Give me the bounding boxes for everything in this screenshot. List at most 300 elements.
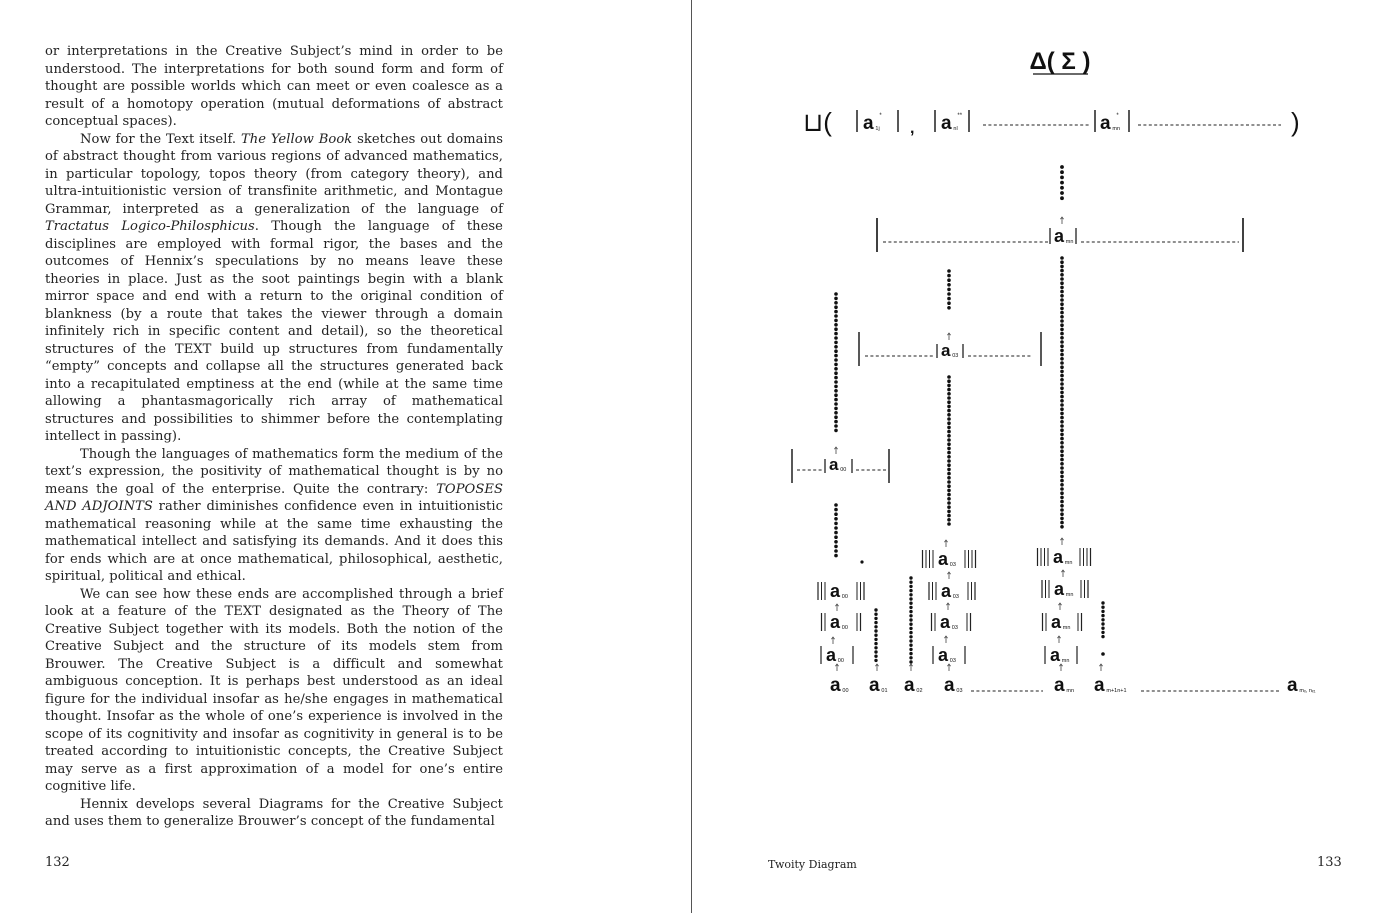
dot xyxy=(909,581,912,584)
dot xyxy=(909,635,912,638)
dot xyxy=(1060,525,1064,529)
dot xyxy=(834,407,838,411)
top-term-2-sup: ** xyxy=(957,113,963,119)
stack-03-1-term: a xyxy=(941,581,952,601)
dot xyxy=(1060,433,1064,437)
dot xyxy=(834,363,838,367)
dot xyxy=(834,535,838,539)
dot xyxy=(947,288,951,292)
dot xyxy=(947,447,951,451)
top-term-3-sup: * xyxy=(1116,113,1119,119)
dot xyxy=(1060,290,1064,294)
dot xyxy=(1060,273,1064,277)
arrow-up xyxy=(835,604,838,611)
stack-mn-1-term-sub: mn xyxy=(1065,592,1074,598)
dot xyxy=(909,648,912,651)
dot xyxy=(1060,475,1064,479)
text-run: . Though the language of these disciplines are employed with formal rigor, the bases and the outcomes of Hennix’s speculations by no means leave these theories in place. Just as the soot paintings begin with a blank mirror space and end with a return to the original condition of blankness (by a route that takes the viewer through a domain infinitely rich in specific content and detail), so the theoretical structures of the TEXT build up structures from fundamentally “empty” concepts and collapse all the structures generated back into a recapitulated emptiness at the end (while at the same time allowing a phantasmagorically rich array of mathematical structures and possibilities to shimmer before the contemplating intellect in passing). xyxy=(45,219,503,444)
stack-mn-2-term: a xyxy=(1051,612,1062,632)
dot xyxy=(1060,449,1064,453)
dot xyxy=(1101,606,1104,609)
dot xyxy=(1060,181,1064,185)
stack-00-2-term: a xyxy=(826,645,837,665)
dot xyxy=(947,510,951,514)
dot xyxy=(834,393,838,397)
dot xyxy=(834,385,838,389)
arrow-up xyxy=(1099,664,1102,671)
dot xyxy=(1060,391,1064,395)
dot xyxy=(947,493,951,497)
bottom-term-0: a xyxy=(830,675,841,696)
dot xyxy=(1060,332,1064,336)
dot xyxy=(1101,631,1104,634)
dot xyxy=(874,642,877,645)
arrow-up xyxy=(831,637,834,644)
text-run: Hennix develops several Diagrams for the Creative Subject and uses them to generalize Brouwer’s concept of the fundamental xyxy=(45,796,503,829)
stack-03-2-term-sub: 03 xyxy=(951,625,958,631)
dot xyxy=(874,634,877,637)
union-symbol: ⊔( xyxy=(803,107,832,137)
dot xyxy=(947,505,951,509)
dot xyxy=(1060,256,1064,260)
dot xyxy=(1060,196,1064,200)
text-run: sketches out domains of abstract thought from various regions of advanced mathematics, in particular topology, topos theory (from category theory), and ultra-intuitionistic version of transfinite arithmetic, and Montague Grammar, interpreted as a generalization of the language of xyxy=(45,131,503,217)
dot xyxy=(834,429,838,433)
dot xyxy=(1101,652,1105,656)
column-mn-dots xyxy=(1060,256,1064,528)
dot xyxy=(947,388,951,392)
dot xyxy=(874,621,877,624)
dot xyxy=(874,625,877,628)
bottom-term-0-sub: 00 xyxy=(842,688,849,694)
dot xyxy=(1101,610,1104,613)
dot xyxy=(947,306,951,310)
dot xyxy=(1060,496,1064,500)
dot xyxy=(874,629,877,632)
left-page xyxy=(0,0,692,913)
dot xyxy=(909,610,912,613)
dot xyxy=(1060,315,1064,319)
dot xyxy=(1060,412,1064,416)
dot xyxy=(947,384,951,388)
dot xyxy=(1060,365,1064,369)
dot xyxy=(834,305,838,309)
dot xyxy=(1060,399,1064,403)
arrow-up xyxy=(1057,636,1060,643)
dot xyxy=(947,400,951,404)
stack-00-1-term-sub: 00 xyxy=(841,625,848,631)
dot xyxy=(947,484,951,488)
stack-mn-3-term-sub: mn xyxy=(1061,658,1070,664)
node-mn: a xyxy=(1054,226,1065,246)
top-term-3: a xyxy=(1100,113,1111,134)
dot xyxy=(947,501,951,505)
dot xyxy=(947,438,951,442)
dot xyxy=(1060,479,1064,483)
node-03: a xyxy=(941,341,951,360)
page-number-right: 133 xyxy=(1317,855,1342,870)
dot xyxy=(1060,344,1064,348)
bottom-term-4-sub: mn xyxy=(1066,688,1075,694)
italic-title: Tractatus Logico-Philosphicus xyxy=(45,219,255,234)
dot xyxy=(947,463,951,467)
dot xyxy=(874,613,877,616)
column-00-dots-top xyxy=(834,292,838,432)
dot xyxy=(874,655,877,658)
dot xyxy=(947,301,951,305)
side-dots-0102 xyxy=(909,576,912,663)
dot xyxy=(947,489,951,493)
arrow-up xyxy=(946,603,949,610)
arrow-up xyxy=(947,664,950,671)
dot xyxy=(1101,618,1104,621)
italic-title: The Yellow Book xyxy=(240,131,353,147)
dot xyxy=(1060,420,1064,424)
arrow-up xyxy=(944,540,947,547)
dot xyxy=(834,336,838,340)
dot xyxy=(834,354,838,358)
dot xyxy=(834,380,838,384)
dot xyxy=(874,650,877,653)
dot xyxy=(874,646,877,649)
dot xyxy=(874,638,877,641)
dot xyxy=(834,367,838,371)
dot xyxy=(947,396,951,400)
dot xyxy=(909,576,912,579)
stack-03-0-term-sub: 03 xyxy=(949,562,956,568)
italic-title: TOPOSES AND ADJOINTS xyxy=(45,481,503,514)
dot xyxy=(834,522,838,526)
dot xyxy=(834,323,838,327)
node-00: a xyxy=(829,455,839,474)
dot xyxy=(1060,298,1064,302)
arrow-up xyxy=(909,664,912,671)
dot xyxy=(834,314,838,318)
dot xyxy=(909,656,912,659)
top-term-1-sub: 1j xyxy=(875,126,880,132)
dot xyxy=(834,508,838,512)
dot xyxy=(1060,319,1064,323)
dot xyxy=(1060,294,1064,298)
stack-03-3-term-sub: 03 xyxy=(949,658,956,664)
arrow-up xyxy=(944,636,947,643)
column-mn-dots-top xyxy=(1060,165,1064,200)
dot xyxy=(834,341,838,345)
dot xyxy=(1060,382,1064,386)
comma: , xyxy=(910,120,915,137)
dot xyxy=(947,472,951,476)
dot xyxy=(947,292,951,296)
dot xyxy=(947,409,951,413)
node-03-sub: 03 xyxy=(952,353,959,359)
dot xyxy=(909,644,912,647)
dot xyxy=(947,430,951,434)
dot xyxy=(909,639,912,642)
dot xyxy=(834,420,838,424)
arrow-up xyxy=(1061,570,1064,577)
dot xyxy=(1101,627,1104,630)
dot xyxy=(1060,386,1064,390)
dot xyxy=(1060,370,1064,374)
dot xyxy=(834,411,838,415)
dot xyxy=(834,310,838,314)
arrow-up xyxy=(834,447,837,454)
dot xyxy=(1060,462,1064,466)
dot xyxy=(834,371,838,375)
dot xyxy=(1101,635,1104,638)
dot xyxy=(834,424,838,428)
running-head: Twoity Diagram xyxy=(768,858,857,871)
dot xyxy=(947,459,951,463)
side-dots-00 xyxy=(874,608,877,662)
dot xyxy=(947,480,951,484)
column-03-dots-top xyxy=(947,269,951,309)
dot xyxy=(909,631,912,634)
dot xyxy=(1060,191,1064,195)
dot xyxy=(947,278,951,282)
dot xyxy=(834,332,838,336)
arrow-up xyxy=(835,664,838,671)
stack-mn-3-term: a xyxy=(1050,645,1061,665)
twoity-diagram xyxy=(693,0,1385,913)
dot xyxy=(834,292,838,296)
dot xyxy=(1060,458,1064,462)
dot xyxy=(834,345,838,349)
dot xyxy=(947,392,951,396)
dot xyxy=(1060,265,1064,269)
dot xyxy=(1060,286,1064,290)
stack-03-3-term: a xyxy=(938,645,949,665)
dot xyxy=(947,405,951,409)
dot xyxy=(834,503,838,507)
close-paren: ) xyxy=(1291,107,1300,137)
bottom-term-5: a xyxy=(1094,675,1105,696)
dot xyxy=(1060,416,1064,420)
bottom-term-2-sub: 02 xyxy=(916,688,923,694)
dot xyxy=(947,426,951,430)
dot xyxy=(834,517,838,521)
dot xyxy=(909,618,912,621)
dot xyxy=(834,554,838,558)
dot xyxy=(1060,378,1064,382)
stack-00-1-term: a xyxy=(830,612,841,632)
dot xyxy=(834,349,838,353)
dot xyxy=(1060,323,1064,327)
dot xyxy=(1060,302,1064,306)
arrow-up xyxy=(875,664,878,671)
dot xyxy=(947,274,951,278)
dot xyxy=(1060,374,1064,378)
dot xyxy=(1060,311,1064,315)
dot xyxy=(1060,491,1064,495)
gutter-line xyxy=(691,0,692,913)
dot xyxy=(947,476,951,480)
paragraph xyxy=(45,586,503,796)
dot xyxy=(1060,170,1064,174)
text-run: or interpretations in the Creative Subject’s mind in order to be understood. The interpretations for both sound form and form of thought are possible worlds which can meet or even coalesce as a result of a homotopy operation (mutual deformations of abstract conceptual spaces). xyxy=(45,44,503,129)
dot xyxy=(1060,424,1064,428)
dot xyxy=(834,545,838,549)
dot xyxy=(909,614,912,617)
top-term-3-sub: mn xyxy=(1112,126,1121,132)
dot xyxy=(1060,445,1064,449)
dot xyxy=(1060,336,1064,340)
bottom-term-3: a xyxy=(944,675,955,696)
stack-00-0-term: a xyxy=(830,581,841,601)
column-00-dots-lower xyxy=(834,503,838,557)
dot xyxy=(947,413,951,417)
dot xyxy=(1060,281,1064,285)
dot xyxy=(834,540,838,544)
dot xyxy=(834,531,838,535)
dot xyxy=(1060,517,1064,521)
top-term-2: a xyxy=(941,113,952,134)
dot xyxy=(834,549,838,553)
dot xyxy=(834,301,838,305)
stack-mn-1-term: a xyxy=(1054,579,1065,599)
dot xyxy=(1060,483,1064,487)
bottom-term-5-sub: m+1n+1 xyxy=(1106,688,1127,694)
stack-00-0-term-sub: 00 xyxy=(841,594,848,600)
dot xyxy=(1060,395,1064,399)
dot xyxy=(834,297,838,301)
dot xyxy=(1060,504,1064,508)
column-03-dots xyxy=(947,375,951,526)
arrow-up xyxy=(1060,538,1063,545)
paragraph xyxy=(45,446,503,586)
arrow-up xyxy=(1059,664,1062,671)
dot xyxy=(947,375,951,379)
dot xyxy=(834,512,838,516)
dot xyxy=(1060,512,1064,516)
dot xyxy=(1060,521,1064,525)
dot xyxy=(1060,176,1064,180)
dot xyxy=(909,652,912,655)
text-run: Now for the Text itself. xyxy=(80,131,241,147)
bottom-term-2: a xyxy=(904,675,915,696)
dot xyxy=(909,597,912,600)
dot xyxy=(1060,454,1064,458)
dot xyxy=(947,297,951,301)
top-term-1: a xyxy=(863,113,874,134)
dot xyxy=(947,497,951,501)
dot xyxy=(1060,508,1064,512)
stack-mn-2-term-sub: mn xyxy=(1062,625,1071,631)
dot xyxy=(947,468,951,472)
node-mn-sub: mn xyxy=(1065,239,1074,245)
dot xyxy=(947,421,951,425)
arrow-up xyxy=(1060,217,1063,224)
dot xyxy=(1060,441,1064,445)
dot xyxy=(1060,340,1064,344)
arrow-up xyxy=(1058,603,1061,610)
dot xyxy=(1060,277,1064,281)
stack-00-2-term-sub: 00 xyxy=(837,658,844,664)
dot xyxy=(909,593,912,596)
text-run: We can see how these ends are accomplished through a brief look at a feature of the TEXT designated as the Theory of The Creative Subject together with its models. Both the notion of the Creative Subject and the structure of its models stem from Brouwer. The Creative Subject is a difficult and somewhat ambiguous conception. It is perhaps best understood as an ideal figure for the individual insofar as he/she engages in mathematical thought. Insofar as the whole of one’s experience is involved in the scope of its cognitivity and insofar as cognitivity in general is to be treated according to intuitionistic concepts, the Creative Subject may serve as a first approximation of a model for one’s entire cognitive life. xyxy=(45,586,503,794)
body-text xyxy=(45,43,503,831)
dot xyxy=(1060,357,1064,361)
bottom-term-4: a xyxy=(1054,675,1065,696)
stack-03-1-term-sub: 03 xyxy=(952,594,959,600)
dot xyxy=(1060,487,1064,491)
dot xyxy=(947,379,951,383)
dot xyxy=(947,283,951,287)
dot xyxy=(834,389,838,393)
top-term-1-sup: * xyxy=(879,113,882,119)
dot xyxy=(1060,165,1064,169)
dot xyxy=(1060,403,1064,407)
dot xyxy=(834,398,838,402)
dot xyxy=(947,451,951,455)
arrow-up xyxy=(947,333,950,340)
dot xyxy=(947,455,951,459)
stack-03-0-term: a xyxy=(938,549,949,569)
dot xyxy=(1060,349,1064,353)
dot xyxy=(909,602,912,605)
dot xyxy=(909,660,912,663)
dot xyxy=(947,417,951,421)
dot xyxy=(1060,407,1064,411)
dot xyxy=(1101,601,1104,604)
paragraph xyxy=(45,796,503,831)
paragraph xyxy=(45,43,503,131)
bottom-term-6-sub: mₓ, nₓ₁ xyxy=(1299,688,1316,694)
dot xyxy=(874,659,877,662)
side-dots-mn xyxy=(1101,601,1104,638)
text-run: rather diminishes confidence even in intuitionistic mathematical reasoning while at the same time exhausting the mathematical intellect and satisfying its demands. And it does this for ends which are at once mathematical, philosophical, aesthetic, spiritual, political and ethical. xyxy=(45,499,503,584)
dot xyxy=(1060,361,1064,365)
bottom-term-3-sub: 03 xyxy=(956,688,963,694)
dot xyxy=(834,319,838,323)
dot xyxy=(1060,428,1064,432)
dot xyxy=(947,269,951,273)
dot xyxy=(1101,622,1104,625)
bottom-term-6: a xyxy=(1287,675,1298,696)
dot xyxy=(947,442,951,446)
dot xyxy=(1060,307,1064,311)
diagram-title: Δ( Σ ) xyxy=(1029,48,1091,75)
dot xyxy=(947,434,951,438)
dot xyxy=(909,606,912,609)
dot xyxy=(834,327,838,331)
dot xyxy=(834,526,838,530)
bottom-term-1-sub: 01 xyxy=(881,688,888,694)
dot xyxy=(834,376,838,380)
dot xyxy=(1060,500,1064,504)
dot xyxy=(947,518,951,522)
bottom-term-1: a xyxy=(869,675,880,696)
stack-03-2-term: a xyxy=(940,612,951,632)
stack-mn-0-term-sub: mn xyxy=(1064,560,1073,566)
right-page xyxy=(693,0,1385,913)
dot xyxy=(874,617,877,620)
paragraph xyxy=(45,131,503,446)
dot xyxy=(1101,614,1104,617)
dot xyxy=(860,560,863,563)
text-run: Though the languages of mathematics form the medium of the text’s expression, the positivity of mathematical thought is by no means the goal of the enterprise. Quite the contrary: xyxy=(45,446,503,497)
arrow-up xyxy=(947,572,950,579)
node-00-sub: 00 xyxy=(840,467,847,473)
dot xyxy=(834,402,838,406)
top-term-2-sub: nl xyxy=(953,126,958,132)
dot xyxy=(947,514,951,518)
dot xyxy=(1060,260,1064,264)
dot xyxy=(1060,328,1064,332)
dot xyxy=(909,627,912,630)
dot xyxy=(1060,269,1064,273)
dot xyxy=(1060,437,1064,441)
